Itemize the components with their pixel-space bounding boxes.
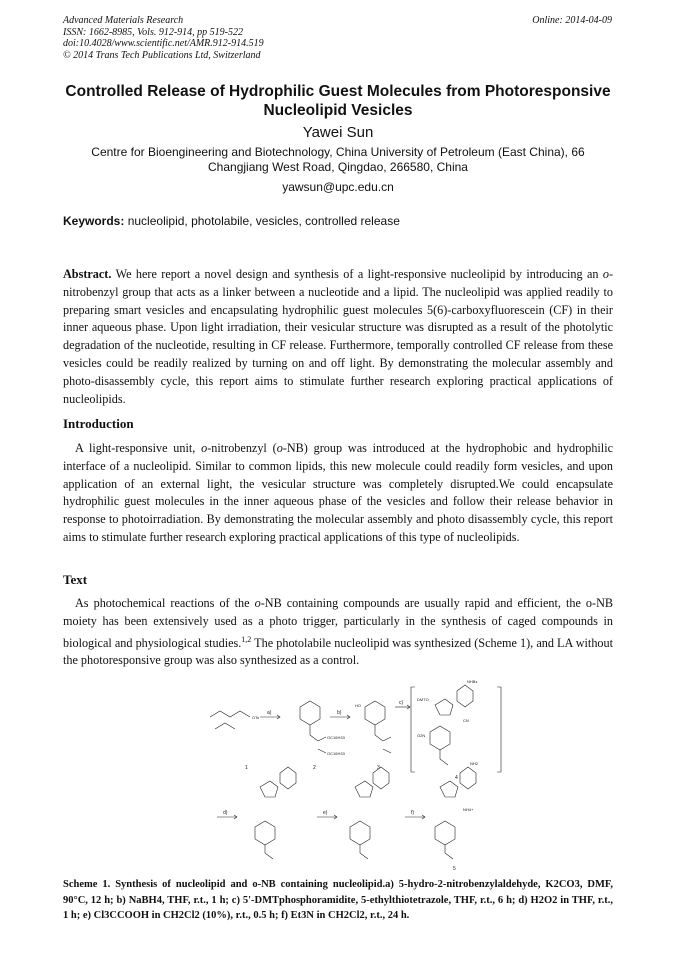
text-sec-c: The photolabile nucleolipid was synthesized (Scheme 1), and LA without the photoresponsive group was also synthesized as a control. — [63, 635, 613, 668]
step-label-e: e) — [323, 810, 328, 816]
introduction-heading: Introduction — [63, 416, 134, 431]
author-name: Yawei Sun — [302, 124, 374, 141]
compound-4: 4 — [455, 775, 458, 781]
abstract-text-cont: -nitrobenzyl group that acts as a linker between a nucleotide and a lipid. The nucleolipid was applied readily to preparing smart vesicles and encapsulating hydrophilic guest molecules 5(6)-carboxyfluorescein (CF) in their inner aqueous phase. Upon light irradiation, their vesicular structure was disrupted as a result of the photolytic degradation of the nucleotide, resulting in CF release. Furthermore, temporally controlled CF release from these vesicles could be readily realized by turning on and off light. By demonstrating the molecular assembly and photo-disassembly cycle, this report aims to stimulate further research exploring practical applications of nucleolipids. — [63, 267, 613, 406]
citation[interactable]: 1,2 — [241, 634, 252, 644]
intro-text-c: -NB) group was introduced at the hydrophobic and hydrophilic interface of a nucleolipid. Similar to common lipids, this new molecule could readily form vesicles, and upon application of an external light, the vesicular structure was completely disrupted.We could encapsulate hydrophilic guest molecules in the inner aqueous phase of the vesicles and follow their release behavior in response to photoirradiation. By demonstrating the molecular assembly and photo disassembly cycle, this report aims to stimulate further research exploring practical applications of this type of nucleolipids. — [63, 441, 613, 544]
compound-3: 3 — [377, 765, 380, 771]
introduction-paragraph — [63, 440, 613, 547]
group-nh4: NH4+ — [463, 807, 474, 812]
group-cn: CN — [463, 718, 469, 723]
abstract-text: We here report a novel design and synthesis of a light-responsive nucleolipid by introducing an — [115, 267, 603, 281]
keywords-label: Keywords: — [63, 214, 125, 228]
journal-header — [63, 15, 264, 61]
compound-1: 1 — [245, 765, 248, 771]
step-label-f: f) — [411, 810, 415, 816]
group-nh2: NH2 — [470, 761, 479, 766]
step-label-a: a) — [267, 710, 272, 716]
intro-text: A light-responsive unit, — [75, 441, 202, 455]
group-alkyl-2: OC16H33 — [327, 751, 345, 756]
step-label-b: b) — [337, 710, 342, 716]
abstract-label: Abstract. — [63, 267, 112, 281]
text-sec-b: -NB containing compounds are usually rapid and efficient, the o-NB moiety has been extensively used as a photo trigger, particularly in the synthesis of caged compounds in biological and physiological studies. — [63, 596, 613, 650]
step-label-c: c) — [399, 700, 404, 706]
intro-text-b: -nitrobenzyl ( — [207, 441, 277, 455]
text-paragraph — [63, 595, 613, 670]
synthesis-scheme — [205, 677, 505, 872]
paper-title: Controlled Release of Hydrophilic Guest Molecules from Photoresponsive Nucleolipid Vesicles — [65, 83, 611, 119]
compound-5: 5 — [453, 866, 456, 872]
group-nhbz: NHBz — [467, 679, 478, 684]
abstract — [63, 266, 613, 408]
copyright-line: © 2014 Trans Tech Publications Ltd, Switzerland — [63, 49, 261, 61]
abstract-italic: o — [602, 267, 609, 281]
affiliation: Centre for Bioengineering and Biotechnology, China University of Petroleum (East China), 66 Changjiang West Road, Qingdao, 266580, China — [91, 145, 585, 174]
group-ho: HO — [355, 703, 361, 708]
author-email[interactable]: yawsun@upc.edu.cn — [282, 180, 394, 194]
group-ots: OTs — [252, 715, 260, 720]
issn-line: ISSN: 1662-8985, Vols. 912-914, pp 519-522 — [63, 26, 243, 38]
text-sec-a: As photochemical reactions of the — [75, 596, 255, 610]
intro-italic-b: o — [276, 441, 283, 455]
keywords — [63, 214, 613, 228]
text-heading: Text — [63, 572, 88, 587]
compound-2: 2 — [313, 765, 316, 771]
group-dmto: DMTO — [417, 697, 429, 702]
doi-line: doi:10.4028/www.scientific.net/AMR.912-914.519 — [63, 38, 264, 49]
group-alkyl-1: OC16H33 — [327, 735, 345, 740]
online-date: Online: 2014-04-09 — [532, 15, 612, 26]
group-o2n: O2N — [417, 733, 426, 738]
step-label-d: d) — [223, 810, 228, 816]
text-sec-italic: o — [254, 596, 261, 610]
intro-italic: o — [201, 441, 208, 455]
keywords-text: nucleolipid, photolabile, vesicles, controlled release — [127, 214, 400, 228]
scheme-caption: Scheme 1. Synthesis of nucleolipid and o-NB containing nucleolipid.a) 5-hydro-2-nitrobenzylaldehyde, K2CO3, DMF, 90°C, 12 h; b) NaBH4, THF, r.t., 1 h; c) 5'-DMTphosphoramidite, 5-ethylthiotetrazole, THF, r.t., 6 h; d) H2O2 in THF, r.t., 1 h; e) Cl3CCOOH in CH2Cl2 (10%), r.t., 0.5 h; f) Et3N in CH2Cl2, r.t., 24 h. — [63, 879, 613, 921]
journal-name: Advanced Materials Research — [63, 15, 184, 26]
